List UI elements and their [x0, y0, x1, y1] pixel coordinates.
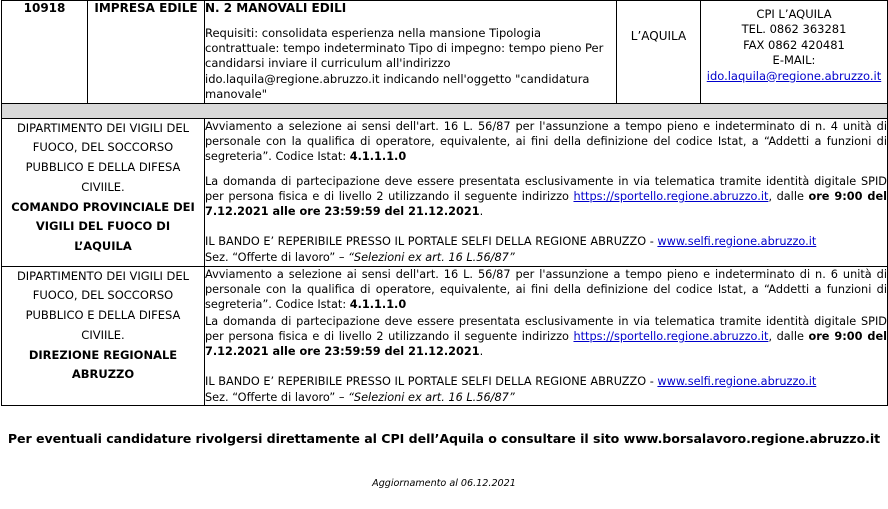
footer-note: Per eventuali candidature rivolgersi direttamente al CPI dell’Aquila o consultare il sito www.borsalavoro.regione.abruzzo.it: [7, 431, 881, 447]
contact-tel: TEL. 0862 363281: [741, 22, 847, 37]
table-row-section-0: [2, 118, 888, 266]
selection-reference: “Selezioni ex art. 16 L.56/87”: [348, 251, 515, 265]
dept-line-bold: L’AQUILA: [74, 239, 132, 254]
table-spacer-row: [2, 103, 888, 118]
table-row-section-1: [2, 266, 888, 406]
table-row-job-offer: [2, 1, 888, 104]
application-window: ore 9:00 del 7.12.2021 alle ore 23:59:59 del 21.12.2021: [205, 329, 887, 359]
dept-line: DIPARTIMENTO DEI VIGILI DEL: [16, 268, 190, 283]
dept-line: FUOCO, DEL SOCCORSO: [32, 140, 174, 155]
job-contact-cell: [701, 1, 888, 104]
dept-line-bold: COMANDO PROVINCIALE DEI: [11, 199, 195, 214]
notice-text: IL BANDO E’ REPERIBILE PRESSO IL PORTALE SELFI DELLA REGIONE ABRUZZO -: [205, 234, 658, 248]
job-code: 10918: [23, 1, 66, 15]
contact-email-label: E-MAIL:: [772, 53, 816, 68]
dept-line: PUBBLICO E DELLA DIFESA: [25, 308, 181, 323]
dept-line-bold: DIREZIONE REGIONALE: [28, 347, 178, 362]
department-cell-1: [2, 266, 205, 406]
notice-paragraph-istat: [205, 267, 887, 313]
sportello-link[interactable]: https://sportello.regione.abruzzo.it: [573, 190, 769, 204]
job-company-cell: [88, 1, 205, 104]
notice-paragraph-section: [205, 250, 887, 265]
notice-text: .: [479, 205, 484, 219]
contact-email-link[interactable]: ido.laquila@regione.abruzzo.it: [706, 68, 882, 83]
dept-line-bold: VIGILI DEL FUOCO DI: [35, 219, 171, 234]
dept-line-bold: ABRUZZO: [71, 367, 135, 382]
istat-code: 4.1.1.1.0: [349, 298, 407, 312]
job-place-cell: [617, 1, 701, 104]
dept-line: PUBBLICO E DELLA DIFESA: [25, 160, 181, 175]
notice-paragraph-application: [205, 174, 887, 220]
contact-block: [701, 1, 887, 90]
notice-cell-1: [205, 266, 888, 406]
contact-office: CPI L’AQUILA: [756, 7, 832, 21]
job-company: IMPRESA EDILE: [94, 1, 198, 15]
sportello-link[interactable]: https://sportello.regione.abruzzo.it: [573, 329, 769, 343]
notice-text: , dalle: [768, 329, 809, 343]
job-code-cell: [2, 1, 88, 104]
dept-line: CIVIILE.: [81, 327, 125, 342]
selfi-link[interactable]: www.selfi.regione.abruzzo.it: [657, 374, 817, 388]
notice-paragraph-istat: [205, 119, 887, 165]
notice-text: Avviamento a selezione ai sensi dell'art. 16 L. 56/87 per l'assunzione a tempo pieno e indeterminato di n. 4 unità di personale con la qualifica di operatore, equivalente, ai fini della definizione del codice Istat, a “Addetti a funzioni di segreteria”. Codice Istat:: [205, 119, 887, 164]
department-cell-0: [2, 118, 205, 266]
footer-update-date: Aggiornamento al 06.12.2021: [372, 478, 516, 490]
notice-paragraph-section: [205, 390, 887, 405]
istat-code: 4.1.1.1.0: [349, 150, 407, 164]
notice-text: IL BANDO E’ REPERIBILE PRESSO IL PORTALE SELFI DELLA REGIONE ABRUZZO -: [205, 374, 658, 388]
contact-fax: FAX 0862 420481: [743, 37, 845, 52]
job-listing-table: [1, 0, 888, 406]
job-description: Requisiti: consolidata esperienza nella mansione Tipologia contrattuale: tempo indeterminato Tipo di impegno: tempo pieno Per candidarsi inviare il curriculum all'indirizzo ido.laquila@regione.abruzzo.it indicando nell'oggetto "candidatura manovale": [205, 25, 604, 102]
dept-line: CIVIILE.: [81, 179, 125, 194]
application-window: ore 9:00 del 7.12.2021 alle ore 23:59:59 del 21.12.2021: [205, 190, 887, 219]
dept-line: DIPARTIMENTO DEI VIGILI DEL: [16, 120, 190, 135]
notice-text: Sez. “Offerte di lavoro” –: [205, 251, 349, 265]
notice-text: .: [479, 345, 484, 359]
notice-paragraph-bando: [205, 234, 887, 249]
dept-line: FUOCO, DEL SOCCORSO: [32, 288, 174, 303]
selfi-link[interactable]: www.selfi.regione.abruzzo.it: [657, 234, 817, 248]
job-description-cell: [205, 1, 617, 104]
notice-text: La domanda di partecipazione deve essere presentata esclusivamente in via telematica tramite identità digitale SPID per persona fisica e di livello 2 utilizzando il seguente indirizzo: [205, 314, 887, 343]
notice-text: Sez. “Offerte di lavoro” –: [205, 391, 349, 405]
spacer-cell: [2, 103, 888, 118]
notice-cell-0: [205, 118, 888, 266]
notice-text: La domanda di partecipazione deve essere presentata esclusivamente in via telematica tramite identità digitale SPID per persona fisica e di livello 2 utilizzando il seguente indirizzo: [205, 174, 887, 204]
selection-reference: “Selezioni ex art. 16 L.56/87”: [348, 391, 515, 405]
notice-text: Avviamento a selezione ai sensi dell'art. 16 L. 56/87 per l'assunzione a tempo pieno e indeterminato di n. 6 unità di personale con la qualifica di operatore, equivalente, ai fini della definizione del codice Istat, a “Addetti a funzioni di segreteria”. Codice Istat:: [205, 267, 887, 312]
notice-paragraph-application: [205, 314, 887, 360]
job-title: N. 2 MANOVALI EDILI: [205, 1, 347, 15]
notice-paragraph-bando: [205, 374, 887, 389]
notice-text: , dalle: [768, 190, 809, 204]
job-place: L’AQUILA: [630, 29, 687, 43]
